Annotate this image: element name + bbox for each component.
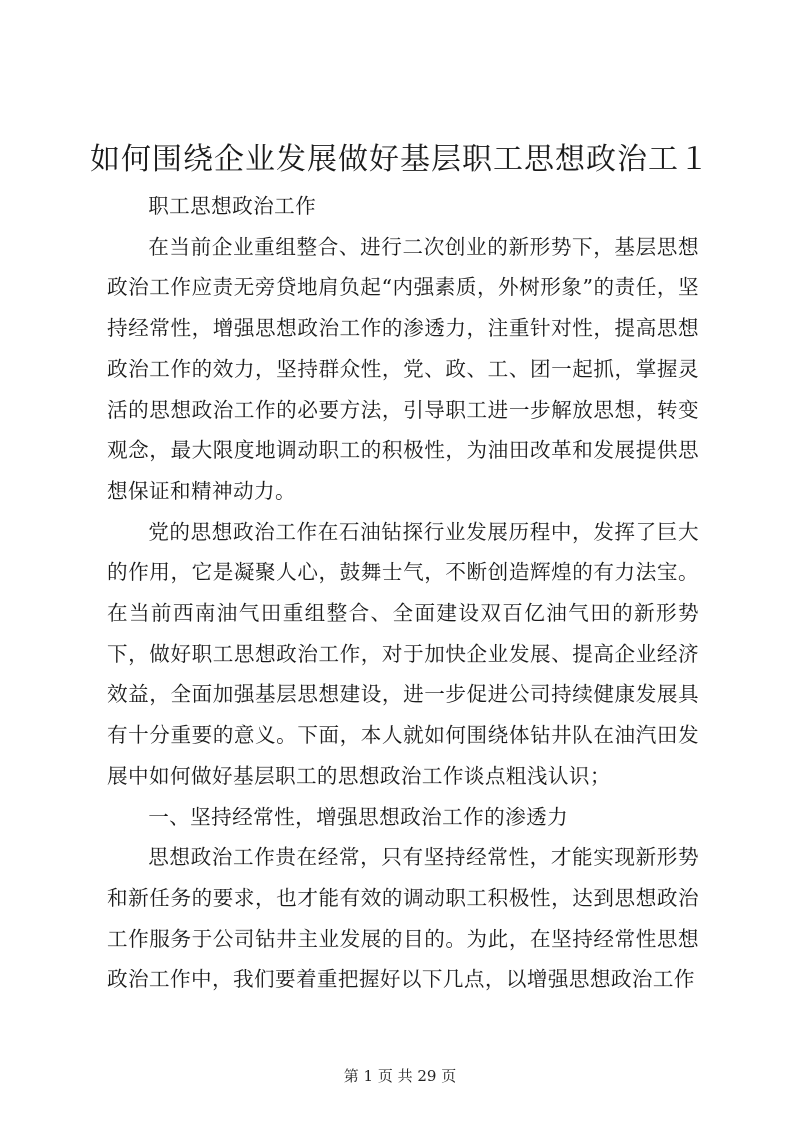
document-title: 如何围绕企业发展做好基层职工思想政治工１: [90, 142, 710, 177]
section-heading: 职工思想政治工作: [148, 194, 317, 218]
section-heading: 一、坚持经常性，增强思想政治工作的渗透力: [148, 804, 569, 829]
page-footer: 第 1 页 共 29 页: [343, 1067, 457, 1085]
paragraph: 思想政治工作贵在经常，只有坚持经常性，才能实现新形势和新任务的要求，也才能有效的调动职工积极性，达到思想政治工作服务于公司钻井主业发展的目的。为此，在坚持经常性思想政治工作中，我们要着重把握好以下几点，以增强思想政治工作: [107, 845, 699, 992]
paragraph: 党的思想政治工作在石油钻探行业发展历程中，发挥了巨大的作用，它是凝聚人心，鼓舞士气，不断创造辉煌的有力法宝。在当前西南油气田重组整合、全面建设双百亿油气田的新形势下，做好职工思想政治工作，对于加快企业发展、提高企业经济效益，全面加强基层思想建设，进一步促进公司持续健康发展具有十分重要的意义。下面，本人就如何围绕体钻井队在油汽田发展中如何做好基层职工的思想政治工作谈点粗浅认识；: [107, 519, 699, 788]
document-body: [107, 186, 699, 1000]
paragraph: 在当前企业重组整合、进行二次创业的新形势下，基层思想政治工作应责无旁贷地肩负起“内强素质，外树形象”的责任，坚持经常性，增强思想政治工作的渗透力，注重针对性，提高思想政治工作的效力，坚持群众性，党、政、工、团一起抓，掌握灵活的思想政治工作的必要方法，引导职工进一步解放思想，转变观念，最大限度地调动职工的积极性，为油田改革和发展提供思想保证和精神动力。: [107, 234, 699, 503]
